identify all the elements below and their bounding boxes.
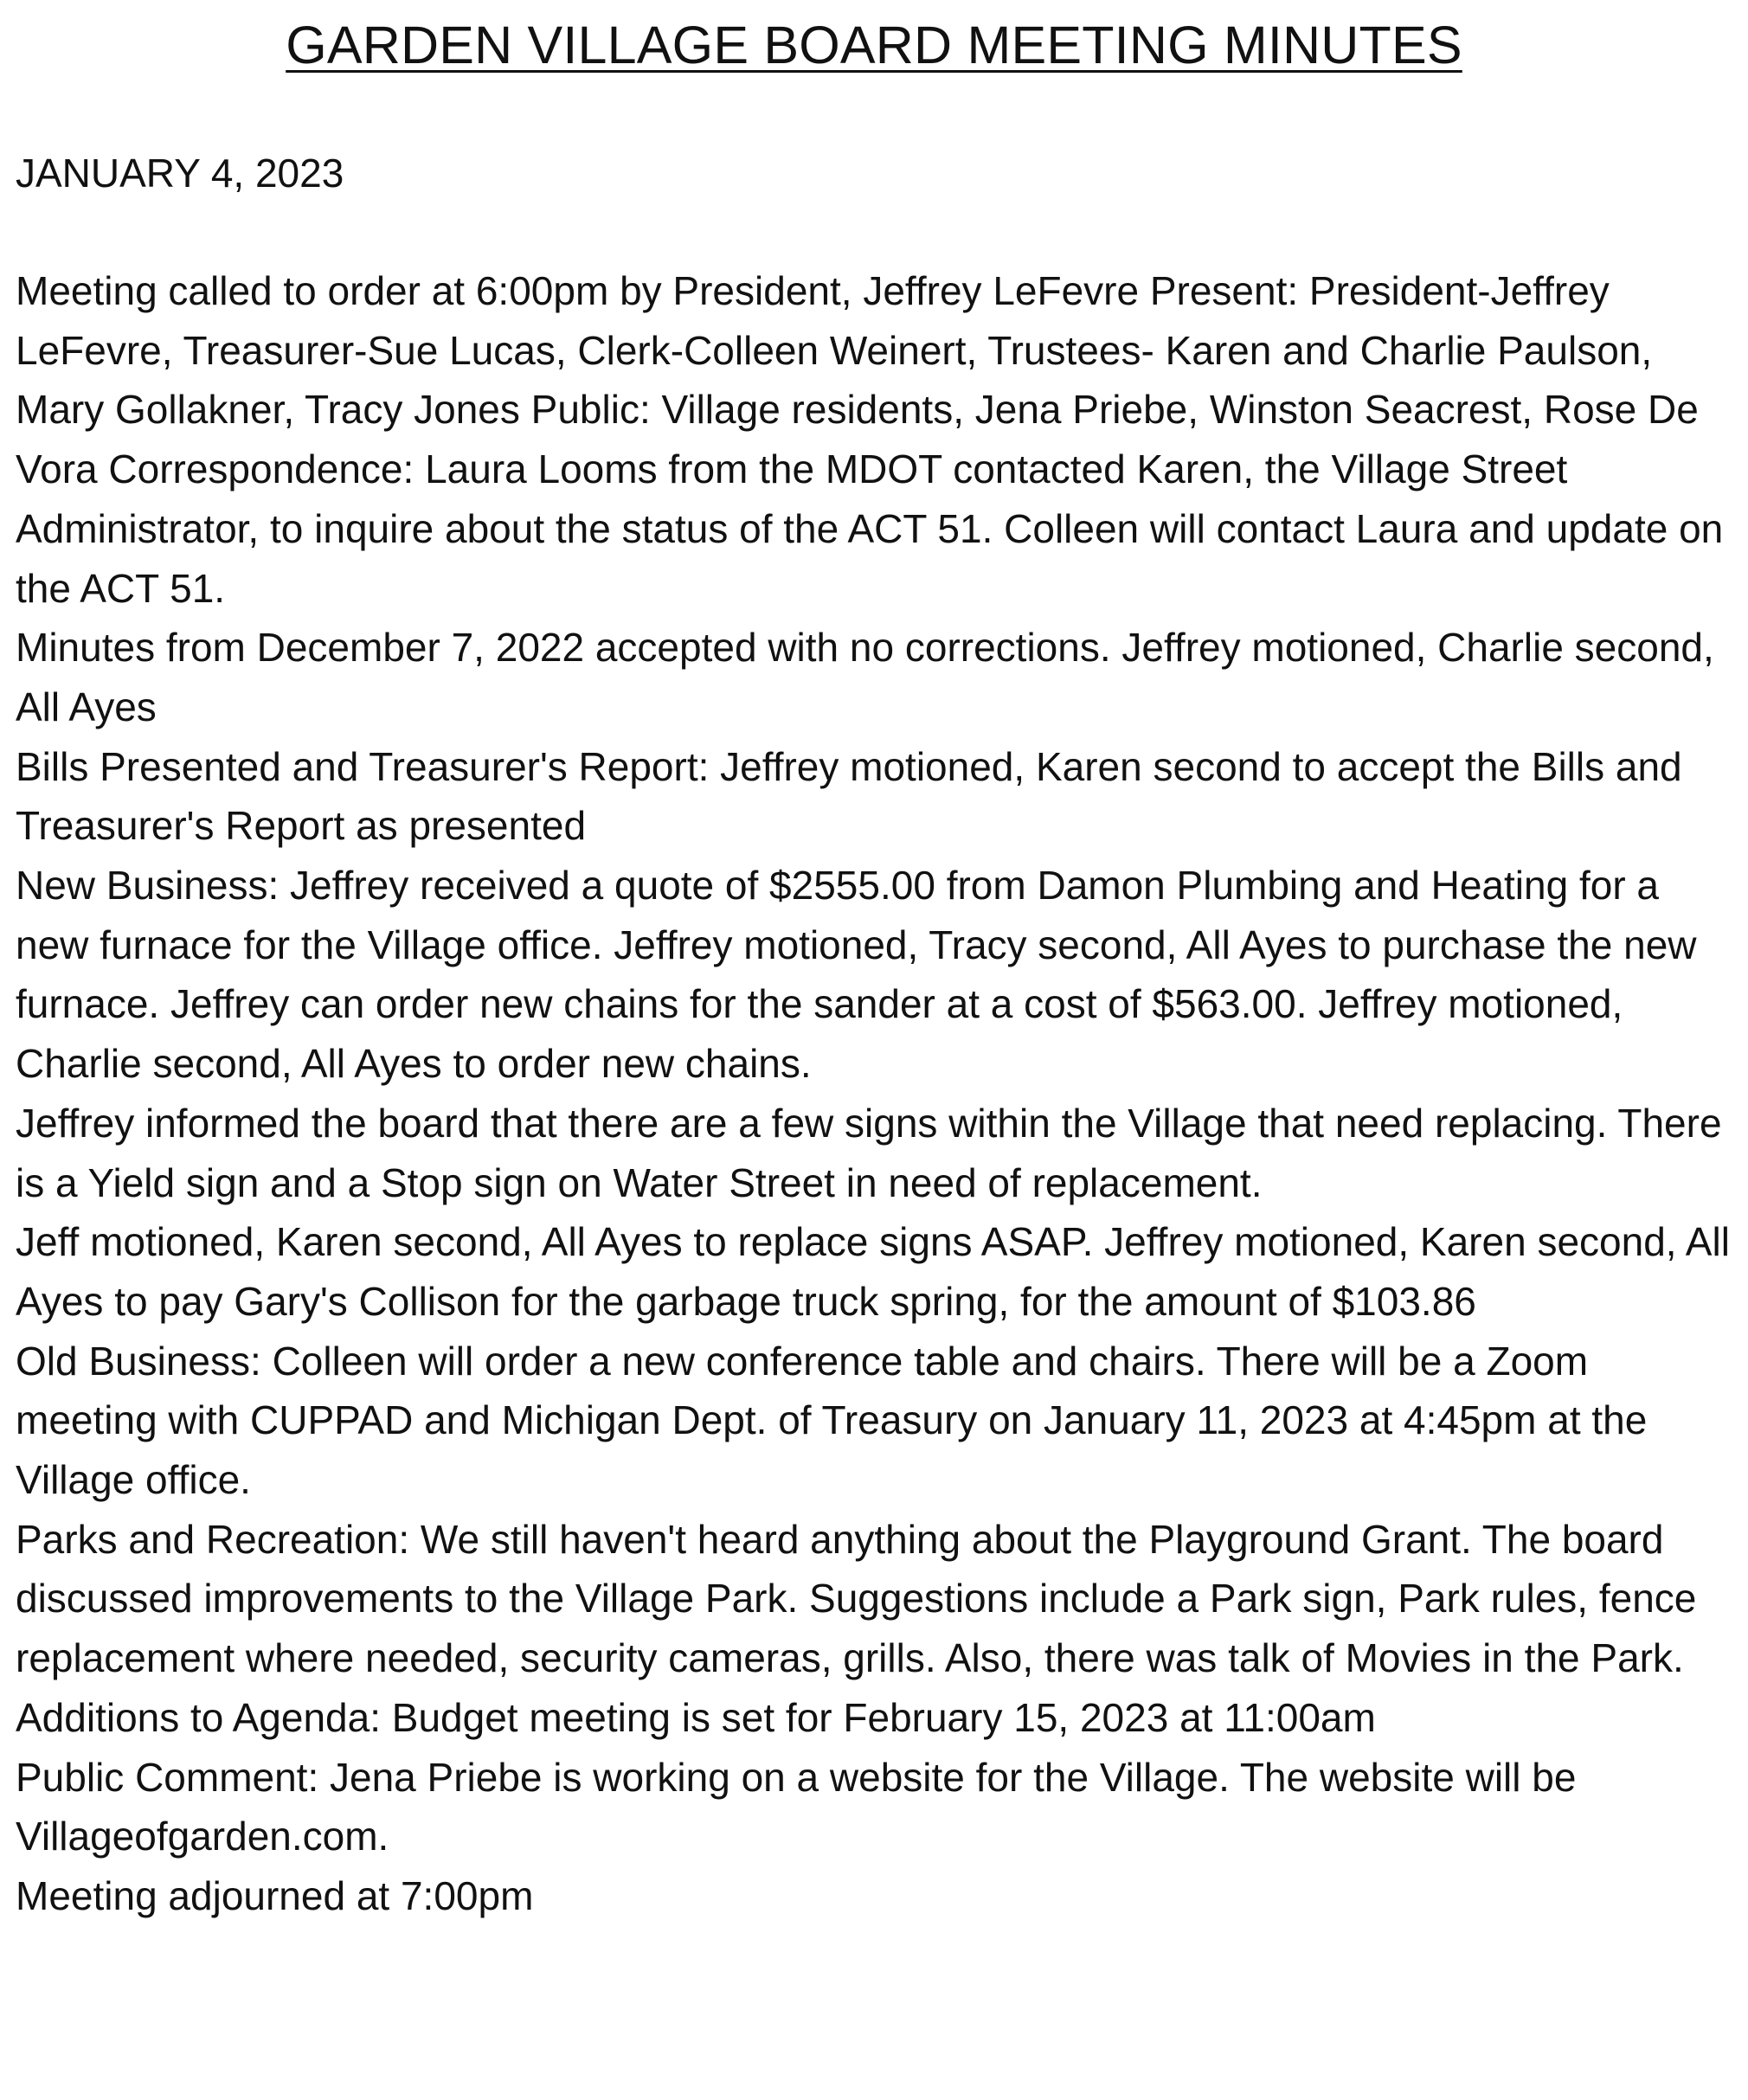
paragraph-motions: Jeff motioned, Karen second, All Ayes to replace signs ASAP. Jeffrey motioned, Karen second, All Ayes to pay Gary's Collison for the garbage truck spring, for the amount of $103.86 xyxy=(16,1219,1730,1324)
paragraph-bills-treasurer-report: Bills Presented and Treasurer's Report: Jeffrey motioned, Karen second to accept the Bills and Treasurer's Report as presented xyxy=(16,743,1682,849)
paragraph-new-business: New Business: Jeffrey received a quote of $2555.00 from Damon Plumbing and Heating for a new furnace for the Village office. Jeffrey motioned, Tracy second, All Ayes to purchase the new furnace. Jeffrey can order new chains for the sander at a cost of $563.00. Jeffrey motioned, Charlie second, All Ayes to order new chains. xyxy=(16,863,1697,1087)
paragraph-call-to-order: Meeting called to order at 6:00pm by President, Jeffrey LeFevre Present: President-Jeffrey LeFevre, Treasurer-Sue Lucas, Clerk-Colleen Weinert, Trustees- Karen and Charlie Paulson, Mary Gollakner, Tracy Jones Public: Village residents, Jena Priebe, Winston Seacrest, Rose De Vora Correspondence: Laura Looms from the MDOT contacted Karen, the Village Street Administrator, to inquire about the status of the ACT 51. Colleen will contact Laura and update on the ACT 51. xyxy=(16,268,1724,611)
paragraph-adjourned: Meeting adjourned at 7:00pm xyxy=(16,1872,534,1918)
paragraph-parks-recreation: Parks and Recreation: We still haven't heard anything about the Playground Grant. The board discussed improvements to the Village Park. Suggestions include a Park sign, Park rules, fence replacement where needed, security cameras, grills. Also, there was talk of Movies in the Park. xyxy=(16,1516,1697,1681)
paragraph-additions-agenda: Additions to Agenda: Budget meeting is set for February 15, 2023 at 11:00am xyxy=(16,1694,1376,1740)
document-title: GARDEN VILLAGE BOARD MEETING MINUTES xyxy=(286,16,1462,74)
meeting-date: JANUARY 4, 2023 xyxy=(16,151,344,196)
paragraph-old-business: Old Business: Colleen will order a new conference table and chairs. There will be a Zoom meeting with CUPPAD and Michigan Dept. of Treasury on January 11, 2023 at 4:45pm at the Village office. xyxy=(16,1338,1648,1503)
minutes-body xyxy=(16,261,1738,1926)
paragraph-public-comment: Public Comment: Jena Priebe is working on a website for the Village. The website will be Villageofgarden.com. xyxy=(16,1754,1577,1859)
paragraph-minutes-accepted: Minutes from December 7, 2022 accepted with no corrections. Jeffrey motioned, Charlie second, All Ayes xyxy=(16,625,1714,729)
paragraph-signs: Jeffrey informed the board that there are a few signs within the Village that need replacing. There is a Yield sign and a Stop sign on Water Street in need of replacement. xyxy=(16,1100,1722,1205)
